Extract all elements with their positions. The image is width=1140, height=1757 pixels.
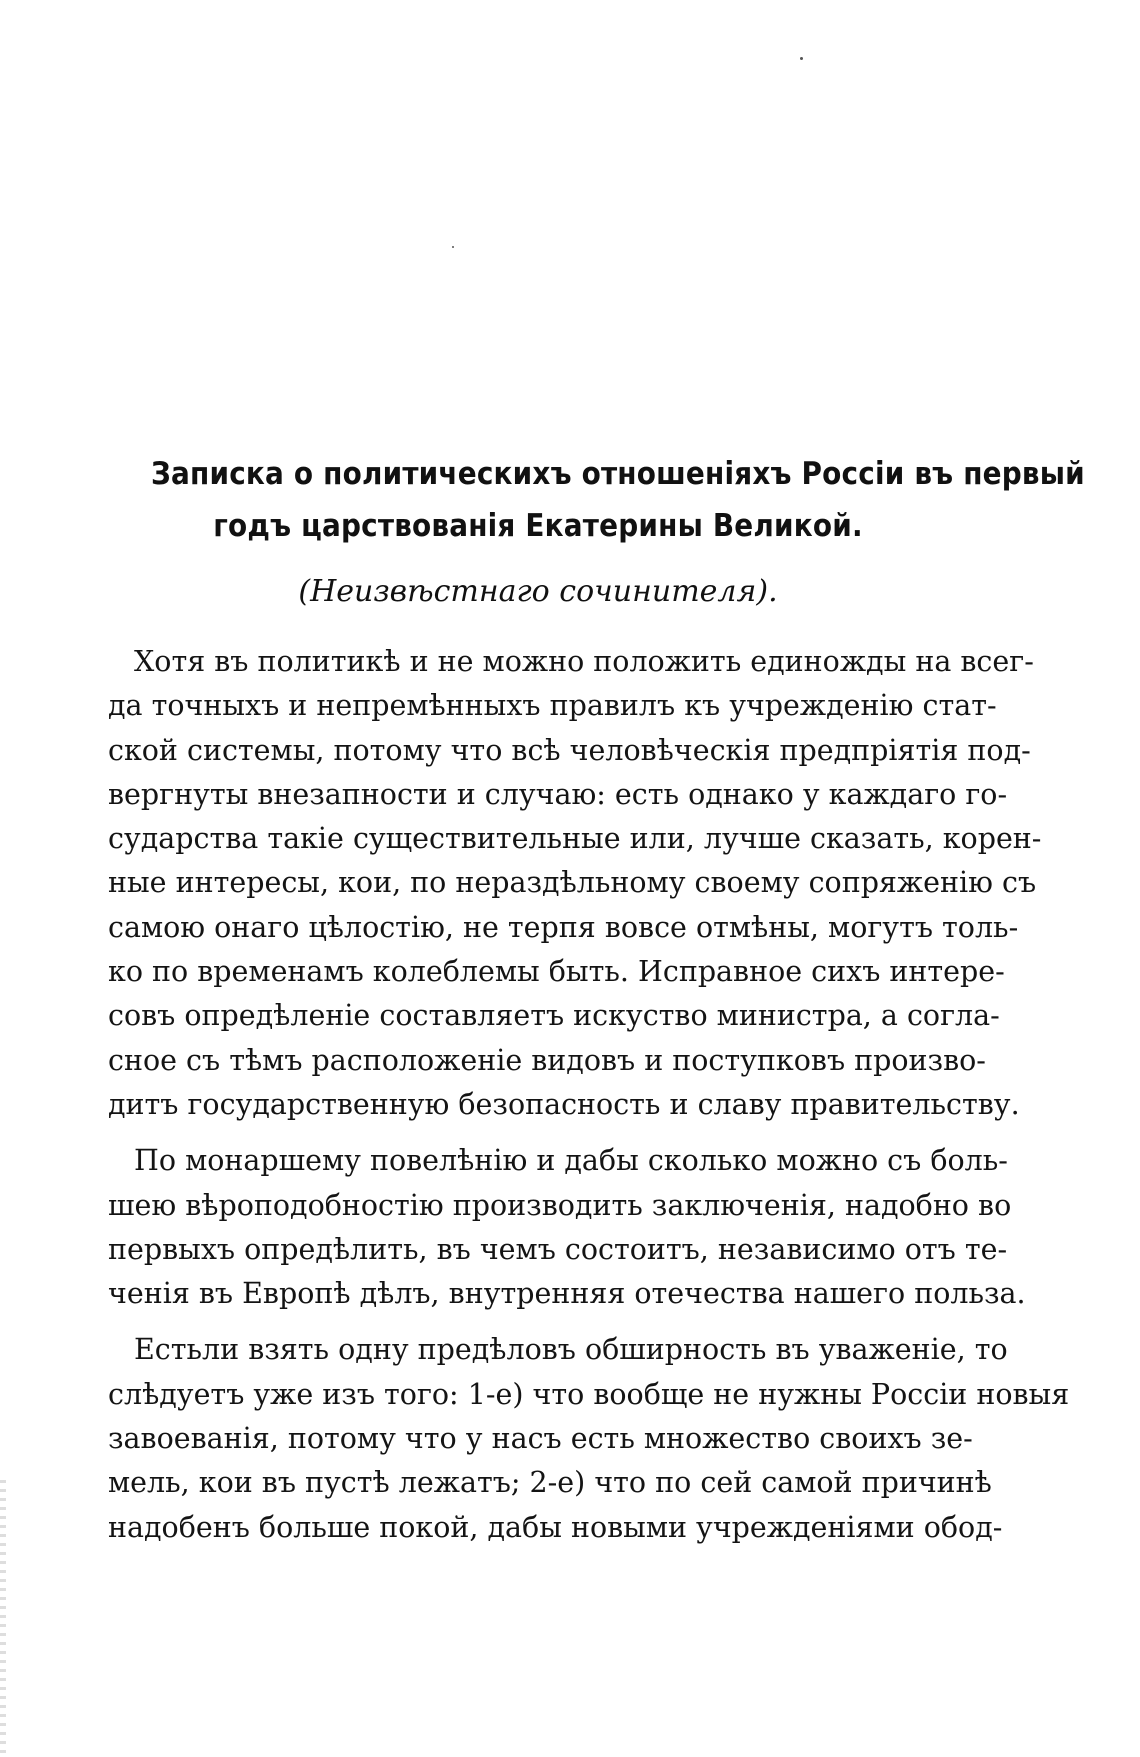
text-line: вергнуты внезапности и случаю: есть однако у каждаго го- xyxy=(108,777,1008,811)
text-line: первыхъ опредѣлить, въ чемъ состоитъ, независимо отъ те- xyxy=(108,1232,1008,1266)
text-line: самою онаго цѣлостію, не терпя вовсе отмѣны, могутъ толь- xyxy=(108,910,1019,944)
text-line: дитъ государственную безопасность и славу правительству. xyxy=(108,1087,1020,1121)
text-line: сударства такіе существительные или, лучше сказать, корен- xyxy=(108,822,1042,856)
text-line: надобенъ больше покой, дабы новыми учрежденіями обод- xyxy=(108,1510,1003,1544)
text-line: ской системы, потому что всѣ человѣческія предпріятія под- xyxy=(108,733,1031,767)
paragraph-gap xyxy=(108,1127,968,1139)
page-edge-shadow xyxy=(0,1480,6,1757)
title-line-1: Записка о политическихъ отношеніяхъ Россіи въ первый xyxy=(151,456,1085,492)
text-line: совъ опредѣленіе составляетъ искуство министра, а согла- xyxy=(108,999,1000,1033)
paragraph xyxy=(108,640,1042,1127)
text-line: сное съ тѣмъ расположеніе видовъ и поступковъ произво- xyxy=(108,1043,986,1077)
text-line: ные интересы, кои, по нераздѣльному своему сопряженію съ xyxy=(108,866,1037,900)
text-line: ко по временамъ колеблемы быть. Исправное сихъ интере- xyxy=(108,955,1005,989)
text-line: завоеванія, потому что у насъ есть множество своихъ зе- xyxy=(108,1422,973,1456)
document-title xyxy=(151,448,1085,552)
text-line: Хотя въ политикѣ и не можно положить единожды на всег- xyxy=(134,645,1034,678)
text-line: ченія въ Европѣ дѣлъ, внутренняя отечества нашего польза. xyxy=(108,1277,1026,1311)
ink-speck xyxy=(452,246,454,248)
document-body xyxy=(108,640,1070,1550)
paragraph xyxy=(108,1328,1070,1549)
text-line: По монаршему повелѣнію и дабы сколько можно съ боль- xyxy=(134,1144,1008,1178)
text-line: шею вѣроподобностію производить заключенія, надобно во xyxy=(108,1188,1012,1222)
title-line-2: годъ царствованія Екатерины Великой. xyxy=(213,508,863,544)
author-attribution: (Неизвѣстнаго сочинителя). xyxy=(298,574,778,609)
text-line: мель, кои въ пустѣ лежатъ; 2-е) что по сей самой причинѣ xyxy=(108,1466,992,1500)
ink-speck xyxy=(800,57,803,60)
text-line: Естьли взять одну предѣловъ обширность въ уваженіе, то xyxy=(134,1333,1008,1367)
paragraph-gap xyxy=(108,1316,968,1328)
paragraph xyxy=(108,1139,1026,1316)
text-line: да точныхъ и непремѣнныхъ правилъ къ учрежденію стат- xyxy=(108,689,997,723)
text-line: слѣдуетъ уже изъ того: 1-е) что вообще не нужны Россіи новыя xyxy=(108,1377,1070,1411)
